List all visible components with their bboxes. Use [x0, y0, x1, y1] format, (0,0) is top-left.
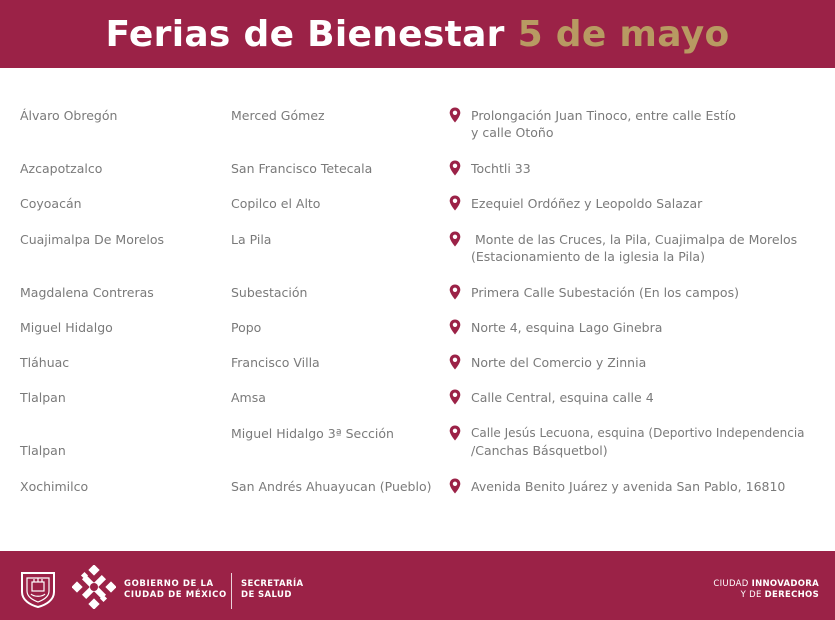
location-pin-icon [449, 354, 461, 370]
alcaldia-cell: Xochimilco [20, 479, 89, 494]
address-line2: /Canchas Básquetbol) [471, 443, 608, 458]
gobierno-line2: CIUDAD DE MÉXICO [124, 590, 227, 600]
address-line1: Calle Jesús Lecuona, esquina (Deportivo Independencia [471, 426, 805, 440]
alcaldia-cell: Miguel Hidalgo [20, 320, 113, 335]
cdmx-logo-icon [72, 565, 116, 609]
slogan-text [713, 579, 819, 601]
gobierno-line1: GOBIERNO DE LA [124, 579, 214, 589]
address-line2: (Estacionamiento de la iglesia la Pila) [471, 249, 705, 264]
address-line1: Calle Central, esquina calle 4 [471, 390, 654, 405]
location-pin-icon [449, 478, 461, 494]
alcaldia-cell: Tlalpan [20, 443, 66, 458]
cdmx-crest-icon [19, 570, 57, 608]
gobierno-cdmx-text [124, 579, 227, 601]
secretaria-line1: SECRETARÍA [241, 579, 304, 589]
location-pin-icon [449, 160, 461, 176]
address-line1: Monte de las Cruces, la Pila, Cuajimalpa de Morelos [471, 232, 798, 247]
footer-divider [231, 573, 232, 609]
alcaldia-cell: Coyoacán [20, 196, 82, 211]
address-line1: Primera Calle Subestación (En los campos) [471, 285, 739, 300]
address-line1: Norte 4, esquina Lago Ginebra [471, 320, 663, 335]
slogan-line2-b: DERECHOS [764, 590, 819, 600]
alcaldia-cell: Álvaro Obregón [20, 108, 118, 123]
slogan-line1-b: INNOVADORA [751, 579, 819, 589]
address-line1: Avenida Benito Juárez y avenida San Pablo, 16810 [471, 479, 786, 494]
colonia-cell: San Francisco Tetecala [231, 161, 373, 176]
title-date: 5 de mayo [517, 13, 730, 55]
alcaldia-cell: Tlalpan [20, 390, 66, 405]
location-pin-icon [449, 195, 461, 211]
alcaldia-cell: Magdalena Contreras [20, 285, 154, 300]
address-line1: Prolongación Juan Tinoco, entre calle Estío [471, 108, 736, 123]
slogan-line1-a: CIUDAD [713, 579, 752, 589]
location-pin-icon [449, 231, 461, 247]
slogan-line2-a: Y DE [740, 590, 765, 600]
alcaldia-cell: Azcapotzalco [20, 161, 103, 176]
colonia-cell: Merced Gómez [231, 108, 325, 123]
footer-banner [0, 551, 835, 620]
slogan-line2 [713, 590, 819, 601]
slogan-line1 [713, 579, 819, 590]
location-pin-icon [449, 107, 461, 123]
colonia-cell: Popo [231, 320, 262, 335]
secretaria-line2: DE SALUD [241, 590, 292, 600]
address-line1: Tochtli 33 [471, 161, 531, 176]
alcaldia-cell: Tláhuac [20, 355, 70, 370]
location-pin-icon [449, 389, 461, 405]
colonia-cell: Amsa [231, 390, 266, 405]
location-pin-icon [449, 284, 461, 300]
colonia-cell: Francisco Villa [231, 355, 320, 370]
colonia-cell: La Pila [231, 232, 272, 247]
location-pin-icon [449, 425, 461, 441]
colonia-cell: Subestación [231, 285, 308, 300]
colonia-cell: Miguel Hidalgo 3ª Sección [231, 426, 394, 441]
location-pin-icon [449, 319, 461, 335]
colonia-cell: San Andrés Ahuayucan (Pueblo) [231, 479, 432, 494]
address-line2: y calle Otoño [471, 125, 554, 140]
title-main: Ferias de Bienestar [105, 13, 505, 55]
address-line1: Ezequiel Ordóñez y Leopoldo Salazar [471, 196, 703, 211]
colonia-cell: Copilco el Alto [231, 196, 321, 211]
alcaldia-cell: Cuajimalpa De Morelos [20, 232, 165, 247]
secretaria-salud-text [241, 579, 304, 601]
address-line1: Norte del Comercio y Zinnia [471, 355, 647, 370]
